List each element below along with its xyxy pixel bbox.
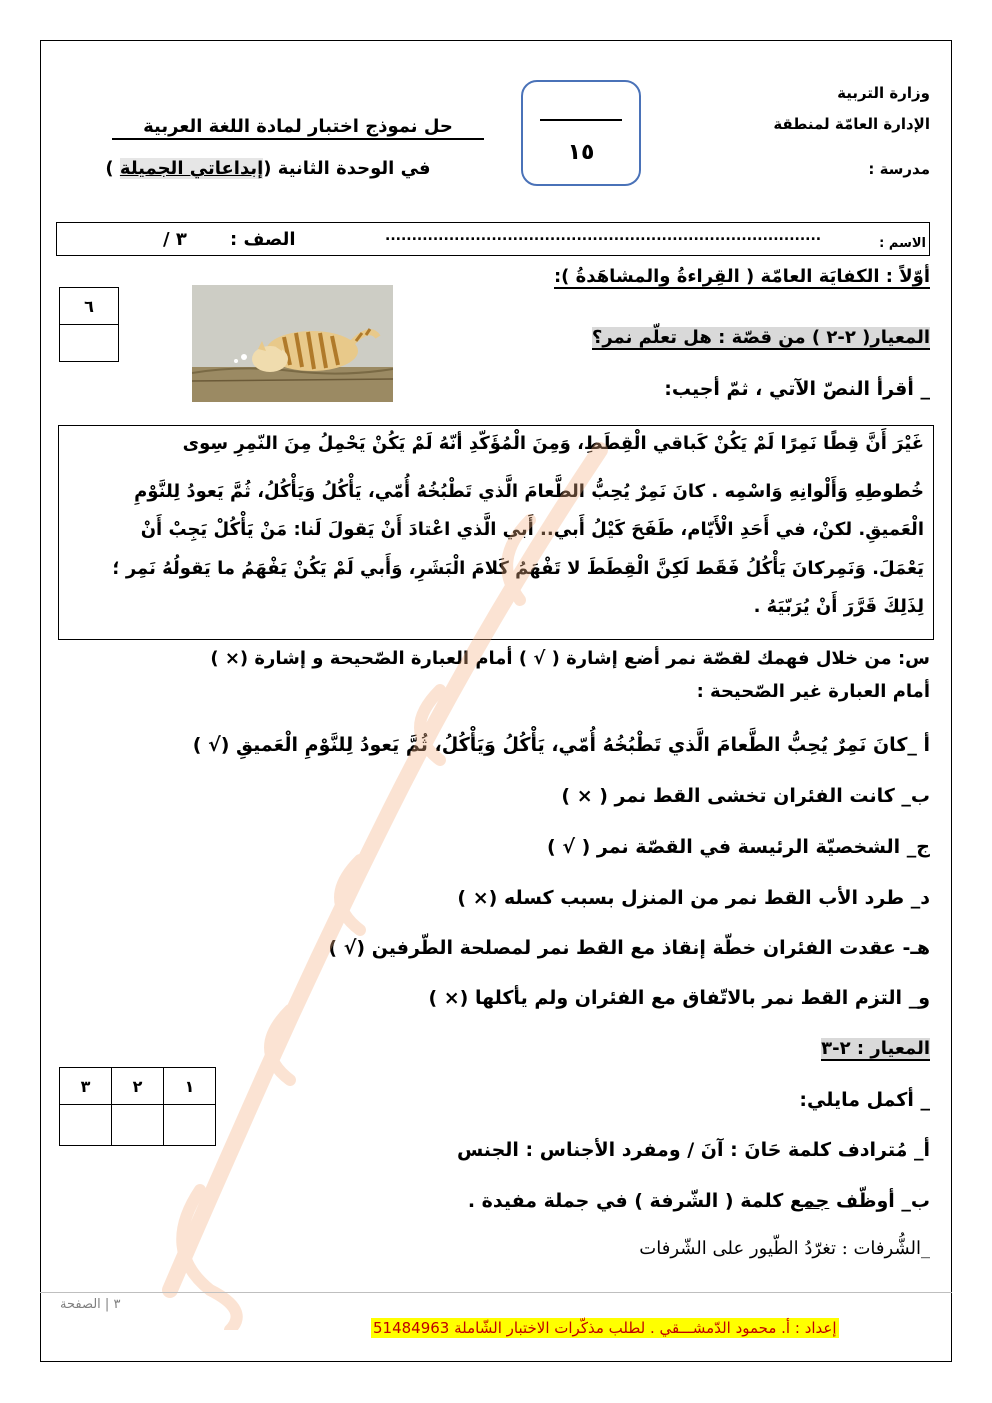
reading-instruction: _ أقرأ النصّ الآتي ، ثمّ أجيب:	[664, 378, 930, 400]
page-number: ٣ | الصفحة	[60, 1297, 121, 1312]
item-b: ب_ كانت الفئران تخشى القط نمر ( × )	[561, 785, 930, 807]
item-c: ج_ الشخصيّة الرئيسة في القصّة نمر ( √ )	[547, 836, 930, 858]
cat-illustration	[192, 285, 393, 402]
class-value: ٣ /	[163, 229, 187, 250]
grade-header: ٣	[60, 1068, 112, 1105]
score-total: ١٥	[567, 140, 595, 165]
item-b-prefix: ب_ أوظّف	[829, 1190, 930, 1212]
complete-instruction: _ أكمل مايلي:	[799, 1089, 930, 1111]
grade-box-section1	[59, 287, 119, 362]
standard-2-3: المعيار : ٢-٣	[821, 1038, 930, 1059]
ministry: وزارة التربية	[837, 84, 930, 102]
passage-line: يَعْمَلَ. وَنَمِركانَ يَأْكُلُ فَقَط لَكِنَّ الْقِطَطَ لا تَفْهَمُ كَلامَ الْبَشَرِ، وَأَبي لَمْ يَكُنْ يَفْهَمُ ما يَقولُهُ نَمِر ؛	[112, 558, 924, 579]
item-a: أ _كانَ نَمِرٌ يُحِبُّ الطَّعامَ الَّذي تَطْبُخُهُ أُمّي، يَأْكُلُ وَيَأْكُلُ، ثُمَّ يَعودُ لِلنَّوْمِ الْعَميقِ (√ )	[192, 734, 930, 756]
grade-cell[interactable]	[60, 1105, 112, 1146]
score-line	[540, 119, 622, 121]
question-line-2: أمام العبارة غير الصّحيحة :	[696, 681, 930, 702]
answer-sentence: _الشُّرفات : تغرّدُ الطّيور على الشّرفات	[639, 1238, 930, 1259]
item-e: هـ- عقدت الفئران خطّة إنقاذ مع القط نمر لمصلحة الطّرفين (√ )	[328, 937, 930, 959]
passage-line: الْعَميقِ. لكنْ، في أَحَدِ الْأَيّام، طَفَحَ كَيْلُ أَبي.. أَبي الَّذي اعْتادَ أَنْ يَقولَ لَنا: مَنْ يَأْكُلْ يَجِبْ أَنْ	[140, 519, 924, 540]
passage-line: خُطوطِهِ وَأَلْوانِهِ وَاسْمِه . كانَ نَمِرٌ يُحِبُّ الطَّعامَ الَّذي تَطْبُخُهُ أُمّي، يَأْكُلُ وَيَأْكُلُ، ثُمَّ يَعودُ لِلنَّوْمِ	[134, 481, 924, 502]
question-line-1: س: من خلال فهمك لقصّة نمر أضع إشارة ( √ ) أمام العبارة الصّحيحة و إشارة (× )	[210, 648, 930, 669]
item-f: و_ التزم القط نمر بالاتّفاق مع الفئران ولم يأكلها (× )	[428, 987, 930, 1009]
exam-title: حل نموذج اختبار لمادة اللغة العربية	[112, 116, 484, 140]
unit-prefix: في الوحدة الثانية (	[263, 158, 431, 179]
directorate: الإدارة العامّة لمنطقة	[773, 115, 930, 133]
unit-name: إبداعاتي الجميلة	[119, 158, 264, 179]
passage-line: لِذَلِكَ قَرَّرَ أَنْ يُرَبّيَهُ .	[753, 596, 924, 617]
name-field[interactable]: ..................................................................................	[385, 228, 822, 244]
item-b-word: جمع	[789, 1190, 830, 1212]
score-box	[521, 80, 641, 186]
grade-table-section2	[59, 1067, 216, 1146]
item-sentence	[468, 1190, 930, 1212]
item-b-suffix: كلمة ( الشّرفة ) في جملة مفيدة .	[467, 1190, 790, 1212]
unit-suffix: )	[105, 158, 120, 179]
grade-box-max: ٦	[60, 288, 119, 325]
item-synonym: أ_ مُترادف كلمة حَانَ : آنَ / ومفرد الأجناس : الجنس	[456, 1139, 930, 1161]
grade-header: ٢	[112, 1068, 164, 1105]
unit-title	[93, 158, 443, 179]
section1-heading: أوّلاً : الكفايَة العامّة ( القِراءةُ والمشاهَدةُ ):	[553, 266, 930, 287]
credit-banner: إعداد : أ. محمود الدّمشـــقي . لطلب مذكّرات الاختبار الشّاملة 51484963	[373, 1319, 837, 1337]
item-d: د_ طرد الأب القط نمر من المنزل بسبب كسله (× )	[457, 887, 930, 909]
grade-header: ١	[164, 1068, 216, 1105]
school: مدرسة :	[868, 160, 930, 178]
standard-2-2: المعيار( ٢-٢ ) من قصّة : هل تعلّم نمر؟	[591, 327, 930, 348]
passage-line: غَيْرَ أَنَّ قِطًا نَمِرًا لَمْ يَكُنْ كَباقي الْقِطَطِ، وَمِنَ الْمُؤَكّدِ أنّهُ لَمْ يَكُنْ يَحْمِلُ مِنَ النّمِرِ سِوى	[182, 433, 924, 454]
footer-separator	[40, 1292, 952, 1293]
grade-cell[interactable]	[164, 1105, 216, 1146]
grade-box-score[interactable]	[60, 325, 119, 362]
class-label: الصف :	[230, 229, 296, 250]
name-label: الاسم :	[879, 236, 926, 251]
grade-cell[interactable]	[112, 1105, 164, 1146]
